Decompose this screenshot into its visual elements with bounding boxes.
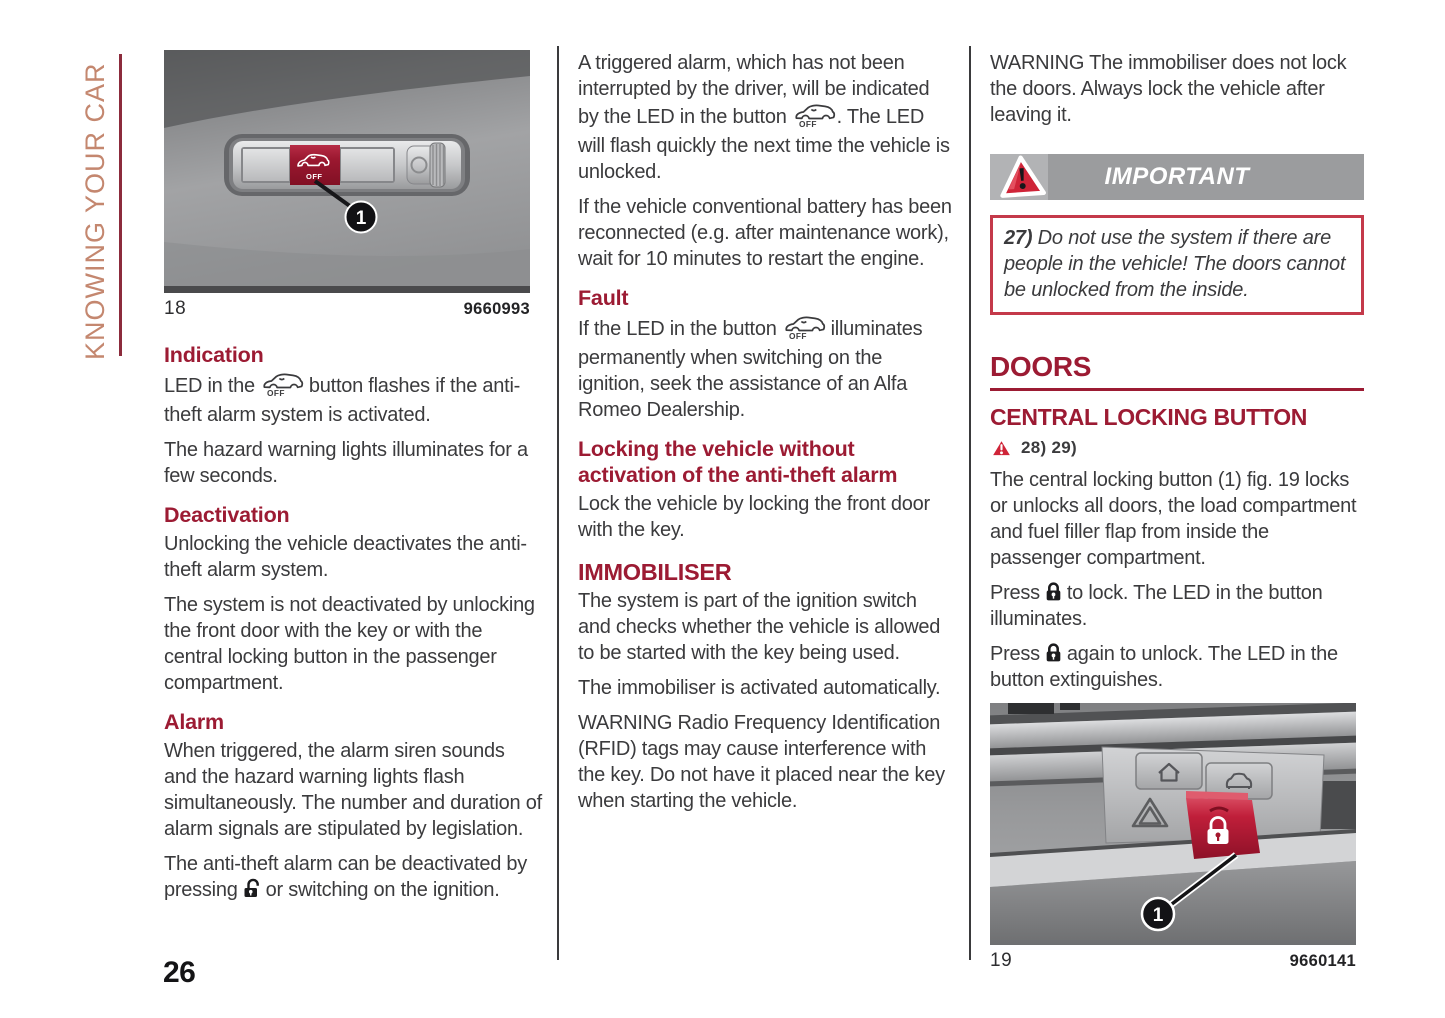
paragraph-lock-with-key: Lock the vehicle by locking the front door with the key.: [578, 493, 930, 541]
figure-19: [990, 703, 1364, 972]
heading-indication: Indication: [164, 343, 264, 367]
paragraph-deactivation-1: Unlocking the vehicle deactivates the anti-theft alarm system.: [164, 533, 527, 581]
paragraph-immobiliser-warning: WARNING Radio Frequency Identification (RFID) tags may cause interference with the key. Do not have it placed near the key when starting the vehicle.: [578, 712, 945, 812]
svg-text:OFF: OFF: [788, 330, 807, 341]
fig19-central-locking-button: [1186, 791, 1260, 859]
heading-immobiliser: IMMOBILISER: [578, 559, 732, 585]
figure-number: 18: [164, 298, 187, 319]
figure-18-caption: [164, 298, 530, 320]
figure-code: 9660993: [463, 300, 530, 318]
fig18-light-knob: [407, 143, 445, 187]
heading-alarm: Alarm: [164, 710, 224, 734]
heading-doors: DOORS: [990, 351, 1092, 382]
important-banner-label: IMPORTANT: [1104, 163, 1250, 190]
paragraph-immobiliser-doors-warning: WARNING The immobiliser does not lock the doors. Always lock the vehicle after leaving it.: [990, 52, 1347, 126]
paragraph-immobiliser-2: The immobiliser is activated automatically.: [578, 677, 941, 699]
sidebar-rule: [119, 54, 122, 356]
lock-closed-icon: [1045, 581, 1062, 602]
paragraph-deactivation-2: The system is not deactivated by unlocking the front door with the key or with the central locking button in the passenger compartment.: [164, 594, 535, 694]
lock-closed-icon: [1045, 642, 1062, 663]
paragraph-press-lock: Press to lock. The LED in the button illuminates.: [990, 582, 1323, 631]
paragraph-battery: If the vehicle conventional battery has been reconnected (e.g. after maintenance work), wait for 10 minutes to restart the engine.: [578, 196, 952, 270]
heading-deactivation: Deactivation: [164, 503, 290, 527]
warning-triangle-icon: [995, 152, 1047, 202]
paragraph-press-unlock: Press again to unlock. The LED in the button extinguishes.: [990, 643, 1338, 692]
warning-reference-numbers: 28) 29): [1021, 437, 1077, 457]
heading-fault: Fault: [578, 286, 629, 310]
paragraph-alarm-2: The anti-theft alarm can be deactivated by pressing or switching on the ignition.: [164, 853, 528, 901]
figure-19-caption: [990, 950, 1356, 972]
fig19-home-button: [1136, 753, 1202, 789]
fig19-callout-number: 1: [1152, 905, 1164, 927]
page-number: 26: [163, 956, 196, 989]
paragraph-indication-2: The hazard warning lights illuminates for a few seconds.: [164, 439, 528, 487]
figure-number: 19: [990, 950, 1013, 972]
paragraph-central-locking: The central locking button (1) fig. 19 locks or unlocks all doors, the load compartment and fuel filler flap from inside the passenger compartment.: [990, 469, 1357, 569]
doors-heading-rule: [990, 388, 1364, 391]
car-alarm-off-icon: [792, 102, 836, 129]
note-reference-number: 27): [1004, 227, 1033, 249]
note-text: Do not use the system if there are people in the vehicle! The doors cannot be unlocked from the inside.: [1004, 227, 1346, 301]
important-banner: [990, 154, 1364, 200]
paragraph-immobiliser-1: The system is part of the ignition switch and checks whether the vehicle is allowed to be started with the key being used.: [578, 590, 941, 664]
warning-triangle-small-icon: [990, 437, 1013, 458]
paragraph-fault: If the LED in the button OFF illuminates permanently when switching on the ignition, seek the assistance of an Alfa Romeo Dealership.: [578, 314, 954, 423]
fig18-off-label: OFF: [306, 172, 323, 181]
warning-references-row: [990, 437, 1364, 458]
chapter-sidebar-label: KNOWING YOUR CAR: [80, 62, 110, 360]
car-alarm-off-icon: [260, 371, 304, 398]
figure-18-photo: [164, 50, 530, 293]
figure-code: 9660141: [1289, 952, 1356, 971]
column-divider: [969, 46, 971, 960]
svg-text:OFF: OFF: [266, 387, 285, 398]
lock-open-icon: [243, 878, 261, 899]
figure-19-photo: [990, 703, 1356, 945]
column-3: [990, 50, 1364, 972]
important-note-27: [990, 215, 1364, 315]
fig18-callout-number: 1: [355, 208, 367, 229]
svg-text:OFF: OFF: [798, 118, 817, 129]
column-divider: [557, 46, 559, 960]
heading-locking-without-alarm: Locking the vehicle without activation of the anti-theft alarm: [578, 437, 898, 487]
heading-central-locking-button: CENTRAL LOCKING BUTTON: [990, 404, 1308, 430]
paragraph-indication-1: LED in the OFF button flashes if the anti-theft alarm system is activated.: [164, 371, 542, 428]
paragraph-triggered-alarm: A triggered alarm, which has not been interrupted by the driver, will be indicated by the LED in the button OFF . The LED will flash quickly the next time the vehicle is unlocked.: [578, 52, 950, 183]
car-alarm-off-icon: [782, 314, 826, 341]
column-1: [164, 50, 542, 912]
figure-18: [164, 50, 542, 320]
column-2: [578, 50, 954, 823]
paragraph-alarm-1: When triggered, the alarm siren sounds and the hazard warning lights flash simultaneously. The number and duration of alarm signals are stipulated by legislation.: [164, 740, 542, 840]
